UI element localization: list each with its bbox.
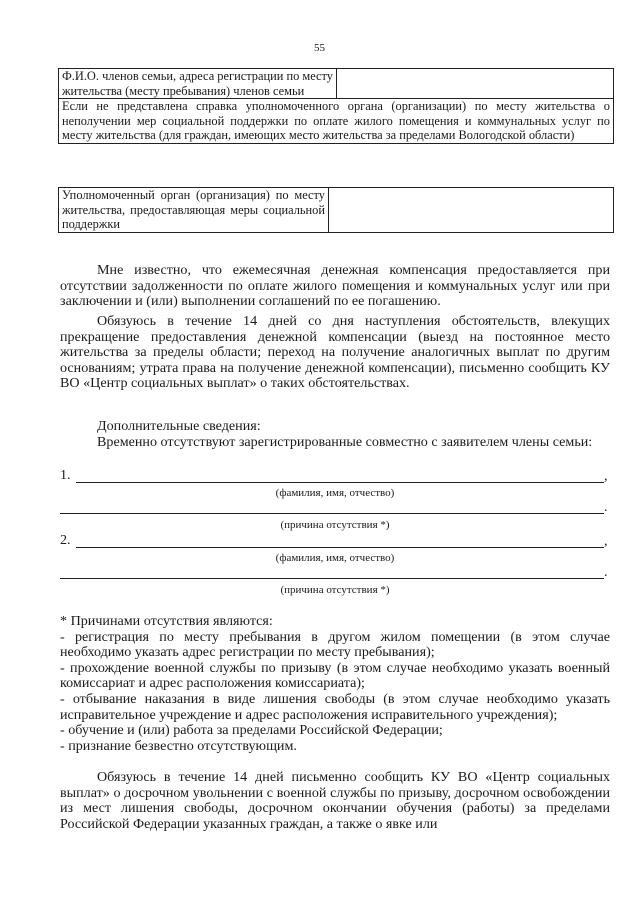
reason-caption: (причина отсутствия *) bbox=[280, 519, 390, 531]
authority-table bbox=[58, 187, 614, 233]
list-item: - отбывание наказания в виде лишения свободы (в этом случае необходимо указать исправительное учреждение и адрес расположения исправительного учреждения); bbox=[60, 690, 610, 723]
reasons-list bbox=[60, 614, 610, 754]
name-caption: (фамилия, имя, отчество) bbox=[275, 552, 395, 564]
table-row bbox=[59, 69, 614, 99]
name-field-line[interactable] bbox=[76, 547, 604, 548]
early-return-paragraph: Обязуюсь в течение 14 дней письменно сообщить КУ ВО «Центр социальных выплат» о досрочном увольнении с военной службы по призыву, досрочном освобождении из мест лишения свободы, досрочном окончании обучения (работы) за пределами Российской Федерации указанных граждан, а также о явке или bbox=[60, 769, 610, 832]
reasons-heading: * Причинами отсутствия являются: bbox=[60, 613, 273, 629]
entry-number: 2. bbox=[60, 532, 71, 548]
family-info-table bbox=[58, 68, 614, 144]
compensation-paragraph: Мне известно, что ежемесячная денежная компенсация предоставляется при отсутствии задолженности по оплате жилого помещения и коммунальных услуг или при заключении и (или) выполнении соглашений по ее погашению. bbox=[60, 262, 610, 310]
obligation-paragraph: Обязуюсь в течение 14 дней со дня наступления обстоятельств, влекущих прекращение предоставления денежной компенсации (выезд на постоянное место жительства за пределы области; переход на получение аналогичных выплат по другим основаниям; утрата права на получение денежной компенсации), письменно сообщить КУ ВО «Центр социальных выплат» о таких обстоятельствах. bbox=[60, 313, 610, 392]
authority-label-cell: Уполномоченный орган (организация) по месту жительства, предоставляющая меры социальной поддержки bbox=[59, 188, 329, 233]
name-caption: (фамилия, имя, отчество) bbox=[275, 487, 395, 499]
reason-caption: (причина отсутствия *) bbox=[280, 584, 390, 596]
additional-info-heading: Дополнительные сведения: bbox=[97, 418, 261, 434]
line-end-mark: , bbox=[604, 533, 608, 549]
line-end-mark: . bbox=[604, 499, 608, 515]
reason-field-line[interactable] bbox=[60, 513, 604, 514]
list-item: - прохождение военной службы по призыву (в этом случае необходимо указать военный комиссариат и адрес расположения комиссариата); bbox=[60, 659, 610, 692]
family-value-cell[interactable] bbox=[337, 69, 614, 99]
entry-number: 1. bbox=[60, 467, 71, 483]
list-item: - обучение и (или) работа за пределами Российской Федерации; bbox=[60, 722, 443, 739]
authority-value-cell[interactable] bbox=[329, 188, 614, 233]
table-row bbox=[59, 99, 614, 144]
line-end-mark: , bbox=[604, 468, 608, 484]
certificate-note-cell: Если не представлена справка уполномоченного органа (организации) по месту жительства о неполучении мер социальной поддержки по оплате жилого помещения и коммунальных услуг по месту жительства (для граждан, имеющих место жительства за пределами Вологодской области) bbox=[59, 99, 614, 144]
list-item: - признание безвестно отсутствующим. bbox=[60, 737, 297, 754]
absent-members-text: Временно отсутствуют зарегистрированные совместно с заявителем члены семьи: bbox=[97, 434, 593, 450]
list-item: - регистрация по месту пребывания в другом жилом помещении (в этом случае необходимо указать адрес регистрации по месту пребывания); bbox=[60, 628, 610, 661]
line-end-mark: . bbox=[604, 564, 608, 580]
page-number: 55 bbox=[314, 42, 325, 54]
reason-field-line[interactable] bbox=[60, 578, 604, 579]
family-label-cell: Ф.И.О. членов семьи, адреса регистрации по месту жительства (месту пребывания) членов семьи bbox=[59, 69, 337, 99]
table-row bbox=[59, 188, 614, 233]
name-field-line[interactable] bbox=[76, 482, 604, 483]
